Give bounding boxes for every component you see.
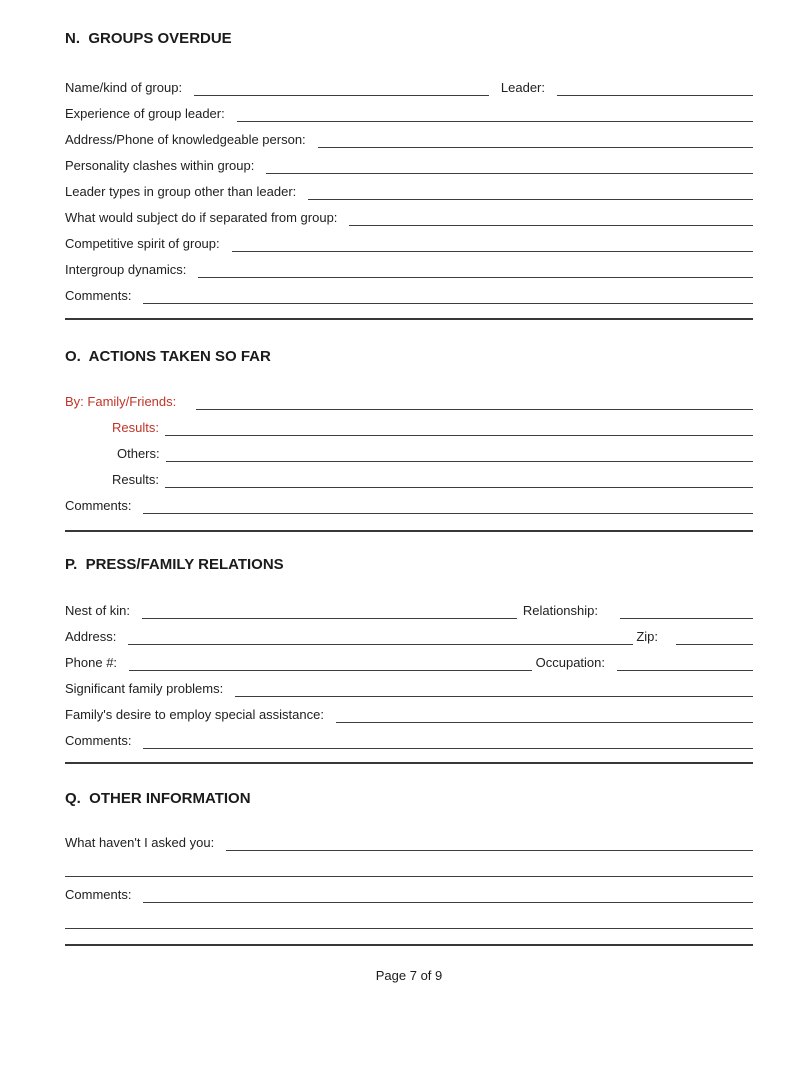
row-significant-family-problems bbox=[65, 679, 753, 697]
input-line-zip[interactable] bbox=[676, 627, 753, 645]
input-line-comments-p[interactable] bbox=[143, 731, 753, 749]
row-leader-types bbox=[65, 182, 753, 200]
input-line-experience[interactable] bbox=[237, 104, 753, 122]
row-competitive-spirit bbox=[65, 234, 753, 252]
field-label-intergroup: Intergroup dynamics: bbox=[65, 262, 187, 277]
section-n-title: N. GROUPS OVERDUE bbox=[65, 30, 232, 47]
input-line-what-havent-2[interactable] bbox=[65, 859, 753, 877]
field-label-occupation: Occupation: bbox=[535, 655, 605, 670]
field-label-others: Others: bbox=[117, 446, 160, 461]
form-page bbox=[0, 30, 800, 1065]
input-line-nest-of-kin[interactable] bbox=[142, 601, 517, 619]
row-comments-n bbox=[65, 286, 753, 304]
field-label-zip: Zip: bbox=[636, 629, 658, 644]
input-line-address-phone[interactable] bbox=[318, 130, 753, 148]
field-label-comments-n: Comments: bbox=[65, 288, 132, 303]
input-line-comments-o[interactable] bbox=[143, 496, 753, 514]
row-by-family-friends bbox=[65, 392, 753, 410]
field-label-comments-q: Comments: bbox=[65, 887, 132, 902]
row-results-family bbox=[65, 418, 753, 436]
field-label-address-phone: Address/Phone of knowledgeable person: bbox=[65, 132, 306, 147]
row-address bbox=[65, 627, 753, 645]
field-label-what-havent: What haven't I asked you: bbox=[65, 835, 215, 850]
input-line-competitive[interactable] bbox=[232, 234, 753, 252]
input-line-results-others[interactable] bbox=[165, 470, 753, 488]
field-label-comments-p: Comments: bbox=[65, 733, 132, 748]
row-results-others bbox=[65, 470, 753, 488]
input-line-by-family-friends[interactable] bbox=[196, 392, 753, 410]
row-personality-clashes bbox=[65, 156, 753, 174]
input-line-comments-q-2[interactable] bbox=[65, 911, 753, 929]
field-label-comments-o: Comments: bbox=[65, 498, 132, 513]
field-label-address: Address: bbox=[65, 629, 117, 644]
row-phone bbox=[65, 653, 753, 671]
input-line-intergroup[interactable] bbox=[198, 260, 753, 278]
input-line-significant[interactable] bbox=[235, 679, 753, 697]
input-line-results-family[interactable] bbox=[165, 418, 753, 436]
field-label-name-kind-of-group: Name/kind of group: bbox=[65, 80, 183, 95]
input-line-others[interactable] bbox=[166, 444, 753, 462]
field-label-phone: Phone #: bbox=[65, 655, 118, 670]
input-line-separated[interactable] bbox=[349, 208, 753, 226]
field-label-significant: Significant family problems: bbox=[65, 681, 224, 696]
field-label-family-desire: Family's desire to employ special assistance: bbox=[65, 707, 324, 722]
input-line-name-kind-of-group[interactable] bbox=[194, 78, 489, 96]
input-line-personality[interactable] bbox=[266, 156, 753, 174]
field-label-by-family-friends: By: Family/Friends: bbox=[65, 394, 177, 409]
section-divider bbox=[65, 762, 753, 764]
section-divider bbox=[65, 944, 753, 946]
row-what-havent-asked bbox=[65, 833, 753, 851]
field-label-separated: What would subject do if separated from group: bbox=[65, 210, 338, 225]
input-line-leader[interactable] bbox=[557, 78, 753, 96]
row-comments-q bbox=[65, 885, 753, 903]
row-address-phone-knowledgeable bbox=[65, 130, 753, 148]
section-q-title: Q. OTHER INFORMATION bbox=[65, 790, 251, 807]
row-what-havent-continuation bbox=[65, 859, 753, 877]
row-name-kind-of-group bbox=[65, 78, 753, 96]
field-label-results-family: Results: bbox=[112, 420, 159, 435]
input-line-phone[interactable] bbox=[129, 653, 532, 671]
row-comments-o bbox=[65, 496, 753, 514]
row-nest-of-kin bbox=[65, 601, 753, 619]
row-experience-of-group-leader bbox=[65, 104, 753, 122]
row-comments-continuation bbox=[65, 911, 753, 929]
input-line-what-havent[interactable] bbox=[226, 833, 753, 851]
page-number: Page 7 of 9 bbox=[375, 968, 443, 983]
input-line-leader-types[interactable] bbox=[308, 182, 753, 200]
input-line-address[interactable] bbox=[128, 627, 633, 645]
input-line-comments-q[interactable] bbox=[143, 885, 753, 903]
field-label-relationship: Relationship: bbox=[522, 603, 598, 618]
section-p-title: P. PRESS/FAMILY RELATIONS bbox=[65, 556, 284, 573]
section-o-title: O. ACTIONS TAKEN SO FAR bbox=[65, 348, 271, 365]
input-line-relationship[interactable] bbox=[620, 601, 753, 619]
field-label-nest-of-kin: Nest of kin: bbox=[65, 603, 131, 618]
row-others bbox=[65, 444, 753, 462]
input-line-comments-n[interactable] bbox=[143, 286, 753, 304]
section-divider bbox=[65, 318, 753, 320]
field-label-competitive: Competitive spirit of group: bbox=[65, 236, 220, 251]
input-line-occupation[interactable] bbox=[617, 653, 753, 671]
field-label-leader-types: Leader types in group other than leader: bbox=[65, 184, 297, 199]
row-comments-p bbox=[65, 731, 753, 749]
input-line-family-desire[interactable] bbox=[336, 705, 753, 723]
field-label-experience: Experience of group leader: bbox=[65, 106, 225, 121]
row-separated-from-group bbox=[65, 208, 753, 226]
section-divider bbox=[65, 530, 753, 532]
row-intergroup-dynamics bbox=[65, 260, 753, 278]
row-family-desire-assistance bbox=[65, 705, 753, 723]
field-label-results-others: Results: bbox=[112, 472, 159, 487]
field-label-personality: Personality clashes within group: bbox=[65, 158, 255, 173]
field-label-leader: Leader: bbox=[500, 80, 545, 95]
